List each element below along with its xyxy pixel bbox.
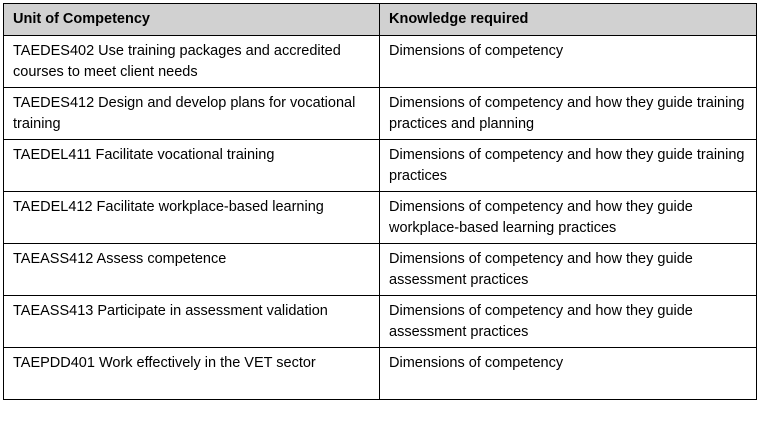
- header-knowledge-required: Knowledge required: [380, 4, 757, 36]
- unit-cell: TAEPDD401 Work effectively in the VET sector: [4, 348, 380, 400]
- unit-cell: TAEDES412 Design and develop plans for vocational training: [4, 88, 380, 140]
- table-row: [4, 348, 757, 400]
- knowledge-cell: Dimensions of competency and how they guide training practices and planning: [380, 88, 757, 140]
- knowledge-cell: Dimensions of competency and how they guide training practices: [380, 140, 757, 192]
- knowledge-cell: Dimensions of competency: [380, 348, 757, 400]
- table-row: [4, 296, 757, 348]
- knowledge-cell: Dimensions of competency and how they guide assessment practices: [380, 244, 757, 296]
- table-row: [4, 192, 757, 244]
- competency-table: [3, 3, 757, 400]
- table-body: [4, 36, 757, 400]
- unit-cell: TAEDEL411 Facilitate vocational training: [4, 140, 380, 192]
- table-row: [4, 140, 757, 192]
- unit-cell: TAEDEL412 Facilitate workplace-based learning: [4, 192, 380, 244]
- table-header: [4, 4, 757, 36]
- unit-cell: TAEASS413 Participate in assessment validation: [4, 296, 380, 348]
- header-unit-of-competency: Unit of Competency: [4, 4, 380, 36]
- knowledge-cell: Dimensions of competency and how they guide workplace-based learning practices: [380, 192, 757, 244]
- table-row: [4, 244, 757, 296]
- header-row: [4, 4, 757, 36]
- knowledge-cell: Dimensions of competency: [380, 36, 757, 88]
- unit-cell: TAEDES402 Use training packages and accredited courses to meet client needs: [4, 36, 380, 88]
- table-row: [4, 36, 757, 88]
- table-row: [4, 88, 757, 140]
- knowledge-cell: Dimensions of competency and how they guide assessment practices: [380, 296, 757, 348]
- unit-cell: TAEASS412 Assess competence: [4, 244, 380, 296]
